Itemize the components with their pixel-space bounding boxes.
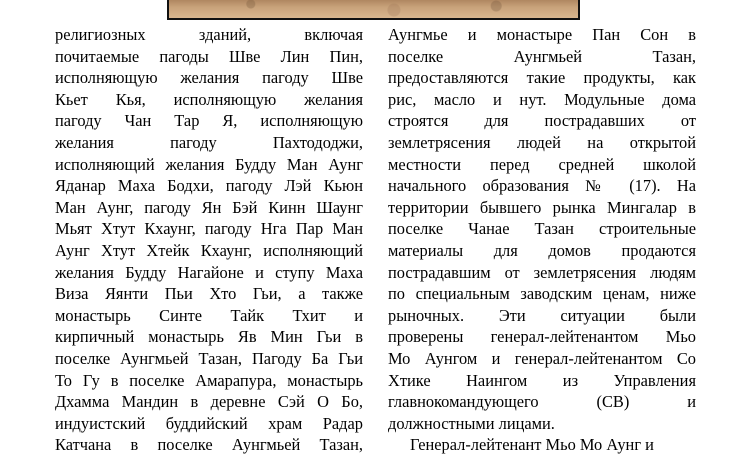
paragraph-start-line: Генерал-лейтенант Мьо Мо Аунг и [410, 435, 654, 455]
text-line: по специальным заводским ценам, ниже [388, 284, 696, 304]
photo [167, 0, 580, 20]
text-line: главнокомандующего (СВ) и [388, 392, 696, 412]
text-line: То Гу в поселке Амарапура, монастырь [55, 370, 363, 390]
text-line: территории бывшего рынка Мингалар в [388, 197, 696, 217]
text-line: пагоду Чан Тар Я, исполняющую [55, 111, 363, 131]
text-line: Аунгмье и монастыре Пан Сон в [388, 25, 696, 44]
text-line: должностными лицами. [388, 413, 555, 433]
text-line: Мьят Хтут Кхаунг, пагоду Нга Пар Ман [55, 219, 363, 239]
text-line: землетрясения людей на открытой [388, 132, 696, 152]
text-line: религиозных зданий, включая [55, 25, 363, 44]
text-line: материалы для домов продаются [388, 240, 696, 260]
text-line: Мо Аунгом и генерал-лейтенантом Со [388, 348, 696, 368]
text-line: кирпичный монастырь Яв Мин Гьи в [55, 327, 363, 347]
text-line: местности перед средней школой [388, 154, 696, 174]
text-line: рис, масло и нут. Модульные дома [388, 89, 696, 109]
left-text-column [55, 24, 363, 456]
text-line: поселке Чанае Тазан строительные [388, 219, 696, 239]
text-line: Дхамма Мандин в деревне Сэй О Бо, [55, 392, 363, 412]
text-line: строятся для пострадавших от [388, 111, 696, 131]
text-line: поселке Аунгмьей Тазан, Пагоду Ба Гьи [55, 348, 363, 368]
text-line: Катчана в поселке Аунгмьей Тазан, [55, 435, 363, 455]
text-line: Ман Аунг, пагоду Ян Бэй Кинн Шаунг [55, 197, 363, 217]
text-line: Виза Яянти Пьи Хто Гьи, а также [55, 284, 363, 304]
text-line: исполняющий желания Будду Ман Аунг [55, 154, 363, 174]
text-line: Аунг Хтут Хтейк Кхаунг, исполняющий [55, 240, 363, 260]
text-line: проверены генерал-лейтенантом Мьо [388, 327, 696, 347]
text-line: исполняющую желания пагоду Шве [55, 68, 363, 88]
text-line: предоставляются такие продукты, как [388, 68, 696, 88]
text-line: желания пагоду Пахтододжи, [55, 132, 363, 152]
text-line: индуистский буддийский храм Радар [55, 413, 363, 433]
text-line: начального образования № (17). На [388, 176, 696, 196]
text-line: почитаемые пагоды Шве Лин Пин, [55, 46, 363, 66]
text-line: пострадавшим от землетрясения людям [388, 262, 696, 282]
text-line: желания Будду Нагайоне и ступу Маха [55, 262, 363, 282]
text-line: Кьет Кья, исполняющую желания [55, 89, 363, 109]
right-text-column [388, 24, 696, 456]
text-line: рыночных. Эти ситуации были [388, 305, 696, 325]
text-line: монастырь Синте Тайк Тхит и [55, 305, 363, 325]
text-line: поселке Аунгмьей Тазан, [388, 46, 696, 66]
text-line: Хтике Наингом из Управления [388, 370, 696, 390]
text-line: Яданар Маха Бодхи, пагоду Лэй Кьюн [55, 176, 363, 196]
